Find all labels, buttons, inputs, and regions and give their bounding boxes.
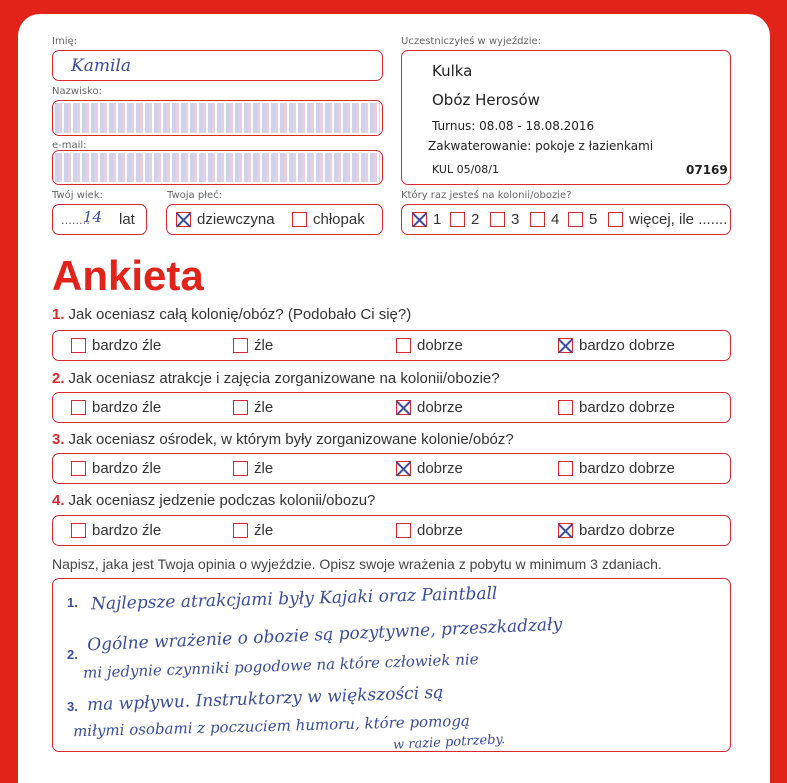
opinion-number-2: 2. <box>67 647 78 662</box>
q1-very-good-label: bardzo dobrze <box>579 337 675 354</box>
turnus-label: Turnus: <box>432 119 476 133</box>
email-field[interactable] <box>52 150 383 185</box>
question-3-answers <box>52 453 731 484</box>
name-field[interactable] <box>52 50 383 81</box>
question-4-text: Jak oceniasz jedzenie podczas kolonii/obozu? <box>68 492 376 509</box>
age-field[interactable] <box>52 204 147 235</box>
q1-option-bad[interactable] <box>233 337 273 354</box>
surname-field[interactable] <box>52 100 383 136</box>
gender-option-girl[interactable] <box>176 211 275 228</box>
times-more-label: więcej, ile ....... <box>629 211 728 228</box>
checkbox-q1-very-good-checked[interactable] <box>558 338 573 353</box>
checkbox-times-4[interactable] <box>530 212 545 227</box>
checkbox-times-5[interactable] <box>568 212 583 227</box>
times-option-more[interactable] <box>608 211 727 228</box>
checkbox-q3-good-checked[interactable] <box>396 461 411 476</box>
times-option-5[interactable] <box>568 211 597 228</box>
checkbox-q3-very-bad[interactable] <box>71 461 86 476</box>
q4-bad-label: źle <box>254 522 274 539</box>
checkbox-q4-very-good-checked[interactable] <box>558 523 573 538</box>
q4-option-very-good[interactable] <box>558 522 675 539</box>
turnus-value: 08.08 - 18.08.2016 <box>479 119 595 133</box>
q2-option-bad[interactable] <box>233 399 273 416</box>
camp-name: Obóz Herosów <box>432 91 540 109</box>
checkbox-q2-very-good[interactable] <box>558 400 573 415</box>
opinion-number-1: 1. <box>67 595 78 610</box>
times-label: Który raz jesteś na kolonii/obozie? <box>401 190 572 201</box>
question-4-number: 4. <box>52 492 65 509</box>
times-option-4[interactable] <box>530 211 559 228</box>
q1-option-very-good[interactable] <box>558 337 675 354</box>
accommodation-line <box>428 139 653 153</box>
q4-option-very-bad[interactable] <box>71 522 161 539</box>
checkbox-q2-very-bad[interactable] <box>71 400 86 415</box>
age-value: 14 <box>83 208 103 226</box>
name-value: Kamila <box>71 56 131 76</box>
times-field <box>401 204 731 235</box>
checkbox-q4-good[interactable] <box>396 523 411 538</box>
camp-code: KUL 05/08/1 <box>432 163 499 176</box>
question-3-text: Jak oceniasz ośrodek, w którym były zorganizowane kolonie/obóz? <box>68 431 514 448</box>
times-option-3[interactable] <box>490 211 519 228</box>
q2-very-bad-label: bardzo źle <box>92 399 162 416</box>
times-2-label: 2 <box>471 211 480 228</box>
checkbox-times-more[interactable] <box>608 212 623 227</box>
question-2-answers <box>52 392 731 423</box>
question-2 <box>52 370 500 387</box>
q4-option-bad[interactable] <box>233 522 273 539</box>
checkbox-q1-bad[interactable] <box>233 338 248 353</box>
q4-good-label: dobrze <box>417 522 463 539</box>
participant-label: Uczestniczyłeś w wyjeździe: <box>401 36 542 47</box>
accommodation-value: pokoje z łazienkami <box>535 139 654 153</box>
opinion-line-5: miłymi osobami z poczuciem humoru, które pomogą <box>72 711 471 741</box>
checkbox-times-1-checked[interactable] <box>412 212 427 227</box>
q1-option-very-bad[interactable] <box>71 337 161 354</box>
opinion-line-4: ma wpływu. Instruktorzy w większości są <box>86 682 444 716</box>
checkbox-q1-good[interactable] <box>396 338 411 353</box>
question-3-number: 3. <box>52 431 65 448</box>
q3-option-very-good[interactable] <box>558 460 675 477</box>
email-label: e-mail: <box>52 140 87 151</box>
q3-option-very-bad[interactable] <box>71 460 161 477</box>
q2-good-label: dobrze <box>417 399 463 416</box>
redacted-surname <box>55 103 380 133</box>
q1-very-bad-label: bardzo źle <box>92 337 162 354</box>
redacted-email <box>55 153 380 182</box>
gender-option-boy[interactable] <box>292 211 365 228</box>
checkbox-boy[interactable] <box>292 212 307 227</box>
gender-field <box>166 204 383 235</box>
times-4-label: 4 <box>551 211 560 228</box>
participant-box <box>401 50 731 185</box>
q3-bad-label: źle <box>254 460 274 477</box>
checkbox-q3-bad[interactable] <box>233 461 248 476</box>
q4-very-bad-label: bardzo źle <box>92 522 162 539</box>
accommodation-label: Zakwaterowanie: <box>428 139 532 153</box>
name-label: Imię: <box>52 36 77 47</box>
age-label: Twój wiek: <box>52 190 103 201</box>
gender-label: Twoja płeć: <box>167 190 223 201</box>
opinion-line-3: mi jedynie czynniki pogodowe na które człowiek nie <box>82 650 479 682</box>
q2-very-good-label: bardzo dobrze <box>579 399 675 416</box>
opinion-line-2: Ogólne wrażenie o obozie są pozytywne, przeszkadzały <box>86 614 563 656</box>
form-number: 07169 <box>686 163 728 177</box>
times-option-1[interactable] <box>412 211 441 228</box>
question-3 <box>52 431 514 448</box>
q1-option-good[interactable] <box>396 337 463 354</box>
question-4-answers <box>52 515 731 546</box>
q3-very-good-label: bardzo dobrze <box>579 460 675 477</box>
q2-bad-label: źle <box>254 399 274 416</box>
q2-option-very-bad[interactable] <box>71 399 161 416</box>
checkbox-q1-very-bad[interactable] <box>71 338 86 353</box>
checkbox-q2-good-checked[interactable] <box>396 400 411 415</box>
gender-girl-label: dziewczyna <box>197 211 275 228</box>
question-2-text: Jak oceniasz atrakcje i zajęcia zorganizowane na kolonii/obozie? <box>68 370 500 387</box>
q4-very-good-label: bardzo dobrze <box>579 522 675 539</box>
question-1-answers <box>52 330 731 361</box>
times-3-label: 3 <box>511 211 520 228</box>
question-1-text: Jak oceniasz całą kolonię/obóz? (Podobało Ci się?) <box>68 306 412 323</box>
opinion-line-6: w razie potrzeby. <box>392 732 506 753</box>
opinion-number-3: 3. <box>67 699 78 714</box>
q3-option-bad[interactable] <box>233 460 273 477</box>
checkbox-times-2[interactable] <box>450 212 465 227</box>
opinion-prompt: Napisz, jaka jest Twoja opinia o wyjeździe. Opisz swoje wrażenia z pobytu w minimum 3 zdaniach. <box>52 556 662 572</box>
checkbox-q3-very-good[interactable] <box>558 461 573 476</box>
question-2-number: 2. <box>52 370 65 387</box>
opinion-textarea[interactable] <box>52 578 731 752</box>
company-name: Kulka <box>432 62 473 80</box>
checkbox-q4-bad[interactable] <box>233 523 248 538</box>
opinion-line-1: Najlepsze atrakcjami były Kajaki oraz Paintball <box>90 583 498 615</box>
q4-option-good[interactable] <box>396 522 463 539</box>
checkbox-q2-bad[interactable] <box>233 400 248 415</box>
times-1-label: 1 <box>433 211 442 228</box>
q3-very-bad-label: bardzo źle <box>92 460 162 477</box>
surname-label: Nazwisko: <box>52 86 102 97</box>
gender-boy-label: chłopak <box>313 211 365 228</box>
times-option-2[interactable] <box>450 211 479 228</box>
q3-option-good[interactable] <box>396 460 463 477</box>
survey-title: Ankieta <box>52 252 204 299</box>
q3-good-label: dobrze <box>417 460 463 477</box>
question-1 <box>52 306 411 323</box>
turnus-line <box>432 119 594 133</box>
q1-good-label: dobrze <box>417 337 463 354</box>
q2-option-very-good[interactable] <box>558 399 675 416</box>
question-4 <box>52 492 375 509</box>
times-5-label: 5 <box>589 211 598 228</box>
checkbox-q4-very-bad[interactable] <box>71 523 86 538</box>
q2-option-good[interactable] <box>396 399 463 416</box>
q1-bad-label: źle <box>254 337 274 354</box>
question-1-number: 1. <box>52 306 65 323</box>
age-unit: lat <box>119 211 135 228</box>
checkbox-girl-checked[interactable] <box>176 212 191 227</box>
checkbox-times-3[interactable] <box>490 212 505 227</box>
age-dots: ........ <box>61 212 90 227</box>
